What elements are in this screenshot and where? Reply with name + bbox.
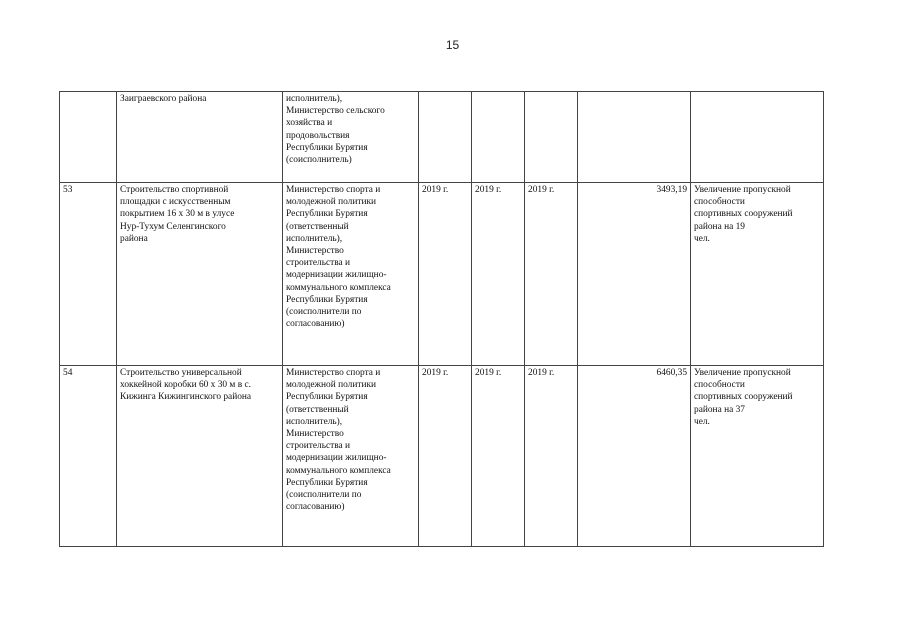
executor-line: Министерство спорта и (286, 185, 381, 195)
end-year-cell: 2019 г. (472, 183, 525, 366)
executor-line: (соисполнители по (286, 307, 362, 318)
row-number-cell: 54 (60, 366, 117, 547)
result-cell (691, 366, 824, 547)
executor-line: хозяйства и (286, 118, 333, 129)
start-year-cell: 2019 г. (419, 366, 472, 547)
measure-name-line: площадки с искусственным (120, 197, 231, 208)
executor-line: молодежной политики (286, 380, 377, 391)
year-cell (525, 92, 578, 183)
executor-line: продовольствия (286, 130, 350, 141)
executor-line: исполнитель), (286, 416, 343, 427)
executor-line: Республики Бурятия (286, 477, 368, 488)
year-cell: 2019 г. (525, 366, 578, 547)
year-cell: 2019 г. (525, 183, 578, 366)
measure-name-cell (117, 183, 283, 366)
result-line: чел. (694, 416, 710, 427)
executor-line: коммунального комплекса (286, 282, 391, 293)
executor-line: Республики Бурятия (286, 142, 368, 153)
executor-line: согласованию) (286, 319, 345, 330)
executor-cell (283, 183, 419, 366)
executor-line: модернизации жилищно- (286, 453, 387, 464)
table-row (60, 366, 824, 547)
executor-line: Республики Бурятия (286, 294, 368, 305)
measure-name-line: района (120, 233, 148, 244)
executor-line: исполнитель), (286, 233, 343, 244)
amount-cell: 6460,35 (578, 366, 691, 547)
amount-cell: 3493,19 (578, 183, 691, 366)
result-line: Увеличение пропускной способности (694, 185, 791, 208)
row-number-cell (60, 92, 117, 183)
amount-cell (578, 92, 691, 183)
result-line: чел. (694, 233, 710, 244)
executor-line: коммунального комплекса (286, 465, 391, 476)
executor-line: строительства и (286, 441, 351, 452)
measure-name-cell (117, 92, 283, 183)
measures-table (59, 91, 824, 547)
executor-line: (соисполнители по (286, 490, 362, 501)
start-year-cell: 2019 г. (419, 183, 472, 366)
page-number: 15 (445, 38, 460, 52)
executor-cell (283, 92, 419, 183)
measure-name-line: Строительство спортивной (120, 185, 229, 195)
executor-line: Министерство (286, 429, 344, 440)
start-year-cell (419, 92, 472, 183)
measure-name-cell (117, 366, 283, 547)
executor-line: исполнитель), (286, 94, 343, 104)
executor-line: Республики Бурятия (286, 392, 368, 403)
executor-line: Министерство спорта и (286, 368, 381, 378)
executor-line: строительства и (286, 258, 351, 269)
executor-line: (ответственный (286, 404, 349, 415)
measure-name-line: Кижинга Кижингинского района (120, 392, 252, 403)
measure-name-line: Заиграевского района (120, 94, 207, 104)
result-cell (691, 92, 824, 183)
result-line: спортивных сооружений района на 19 (694, 209, 793, 232)
measure-name-line: Нур-Тухум Селенгинского (120, 221, 226, 232)
result-line: спортивных сооружений района на 37 (694, 392, 793, 415)
executor-cell (283, 366, 419, 547)
executor-line: (ответственный (286, 221, 349, 232)
executor-line: Министерство сельского (286, 106, 385, 117)
end-year-cell: 2019 г. (472, 366, 525, 547)
executor-line: Республики Бурятия (286, 209, 368, 220)
measure-name-line: Строительство универсальной (120, 368, 242, 378)
executor-line: Министерство (286, 246, 344, 257)
row-number-cell: 53 (60, 183, 117, 366)
measure-name-line: покрытием 16 х 30 м в улусе (120, 209, 235, 220)
measure-name-line: хоккейной коробки 60 х 30 м в с. (120, 380, 251, 391)
table-row (60, 92, 824, 183)
result-line: Увеличение пропускной способности (694, 368, 791, 391)
executor-line: (соисполнитель) (286, 155, 352, 166)
executor-line: модернизации жилищно- (286, 270, 387, 281)
end-year-cell (472, 92, 525, 183)
executor-line: молодежной политики (286, 197, 377, 208)
result-cell (691, 183, 824, 366)
table-row (60, 183, 824, 366)
executor-line: согласованию) (286, 502, 345, 513)
